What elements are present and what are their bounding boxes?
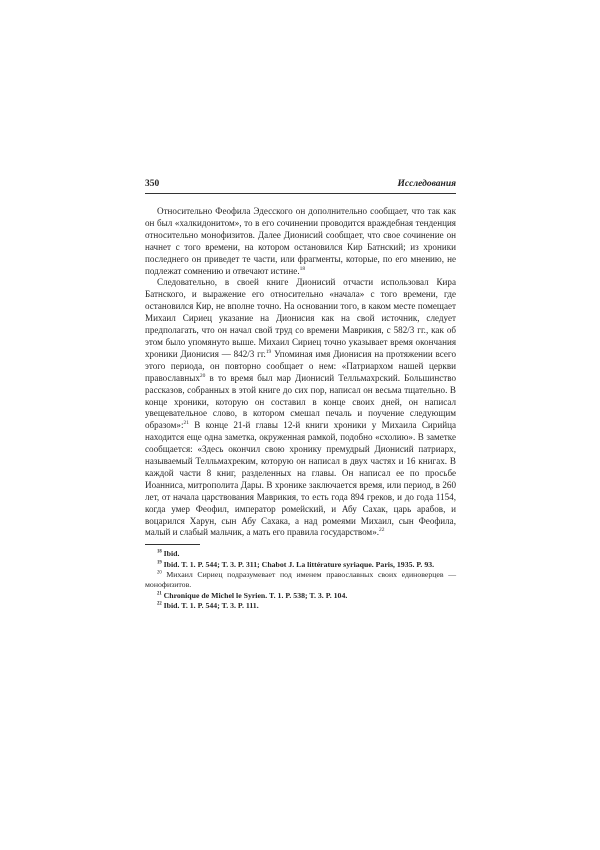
footnote: $^{20}$ Михаил Сириец подразумевает под именем православных своих единоверцев — монофизитов. — [145, 569, 456, 590]
section-title: Исследования — [397, 179, 456, 189]
footnote-mark: 21 — [157, 590, 162, 596]
footnote-ref[interactable]: 21 — [183, 420, 189, 427]
footnote-mark: 22 — [157, 601, 162, 607]
main-text — [145, 206, 456, 539]
book-page — [145, 178, 456, 611]
footnote-separator — [145, 544, 200, 545]
footnote-mark: 20 — [157, 570, 162, 576]
footnotes — [145, 549, 456, 611]
paragraph: Относительно Феофила Эдесского он дополнительно сообщает, что так как он был «халкидонитом», то в его сочинении проводится враждебная тенденция относительно монофизитов. Далее Дионисий сообщает, что свое сочинение он начнет с того времени, на котором остановился Кир Батнский; из хроники последнего он приведет те части, или фрагменты, которые, по его мнению, не подлежат сомнению и отвечают истине.$^{18}$ — [145, 206, 456, 276]
footnote: $^{18}$ Ibid. — [157, 549, 180, 559]
footnote: $^{19}$ Ibid. T. 1. P. 544; T. 3. P. 311; Chabot J. La littérature syriaque. Paris, 1935. P. 93. — [157, 559, 435, 569]
footnote-ref[interactable]: 20 — [199, 372, 206, 379]
page-number: 350 — [145, 179, 160, 189]
header-rule — [145, 193, 456, 194]
running-header — [145, 178, 456, 190]
footnote: $^{21}$ Chronique de Michel le Syrien. T. 1. P. 538; T. 3. P. 104. — [157, 590, 348, 600]
footnote-mark: 18 — [157, 549, 162, 555]
footnote-ref[interactable]: 19 — [265, 348, 272, 355]
footnote-ref[interactable]: 22 — [379, 527, 385, 534]
footnote-mark: 19 — [157, 560, 162, 566]
footnote-ref[interactable]: 18 — [299, 265, 306, 272]
footnote: $^{22}$ Ibid. T. 1. P. 544; T. 3. P. 111. — [157, 600, 259, 610]
paragraph: Следовательно, в своей книге Дионисий отчасти использовал Кира Батнского, и выражение его относительно «начала» с того времени, где остановился Кир, не вполне точно. На основании того, в каком месте помещает Михаил Сириец указание на Дионисия как на свой источник, следует предполагать, что он начал свой труд со времени Маврикия, с 582/3 гг., как об этом было упомянуто выше. Михаил Сириец точно указывает время окончания хроники Дионисия — 842/3 гг.$^{19}$ Упоминая имя Дионисия на протяжении всего этого периода, он повторно сообщает о нем: «Патриархом нашей церкви православных$^{20}$ в то время был мар Дионисий Телльмахрский. Большинство рассказов, собранных в этой книге до сих пор, написал он весьма тщательно. В конце хроники, которую он составил в конце своих дней, он написал увещевательное слово, в котором смешал печаль и поучение следующим образом»:$^{21}$ В конце 21-й главы 12-й книги хроники у Михаила Сирийца находится еще одна заметка, окруженная рамкой, подобно «схолию». В заметке сообщается: «Здесь окончил свою хронику премудрый Дионисий патриарх, называемый Телльмахреким, которую он написал в двух частях и 16 книгах. В каждой части 8 книг, разделенных на главы. Он написал ее по просьбе Иоанниса, митрополита Дары. В хронике заключается время, или период, в 260 лет, от начала царствования Маврикия, то есть года 894 греков, и до года 1154, когда умер Феофил, император ромейский, и Абу Сахак, царь арабов, и воцарился Харун, сын Абу Сахака, а над ромеями Михаил, сын Феофила, малый и слабый мальчик, а мать его правила государством».$^{22}$ — [145, 277, 456, 538]
